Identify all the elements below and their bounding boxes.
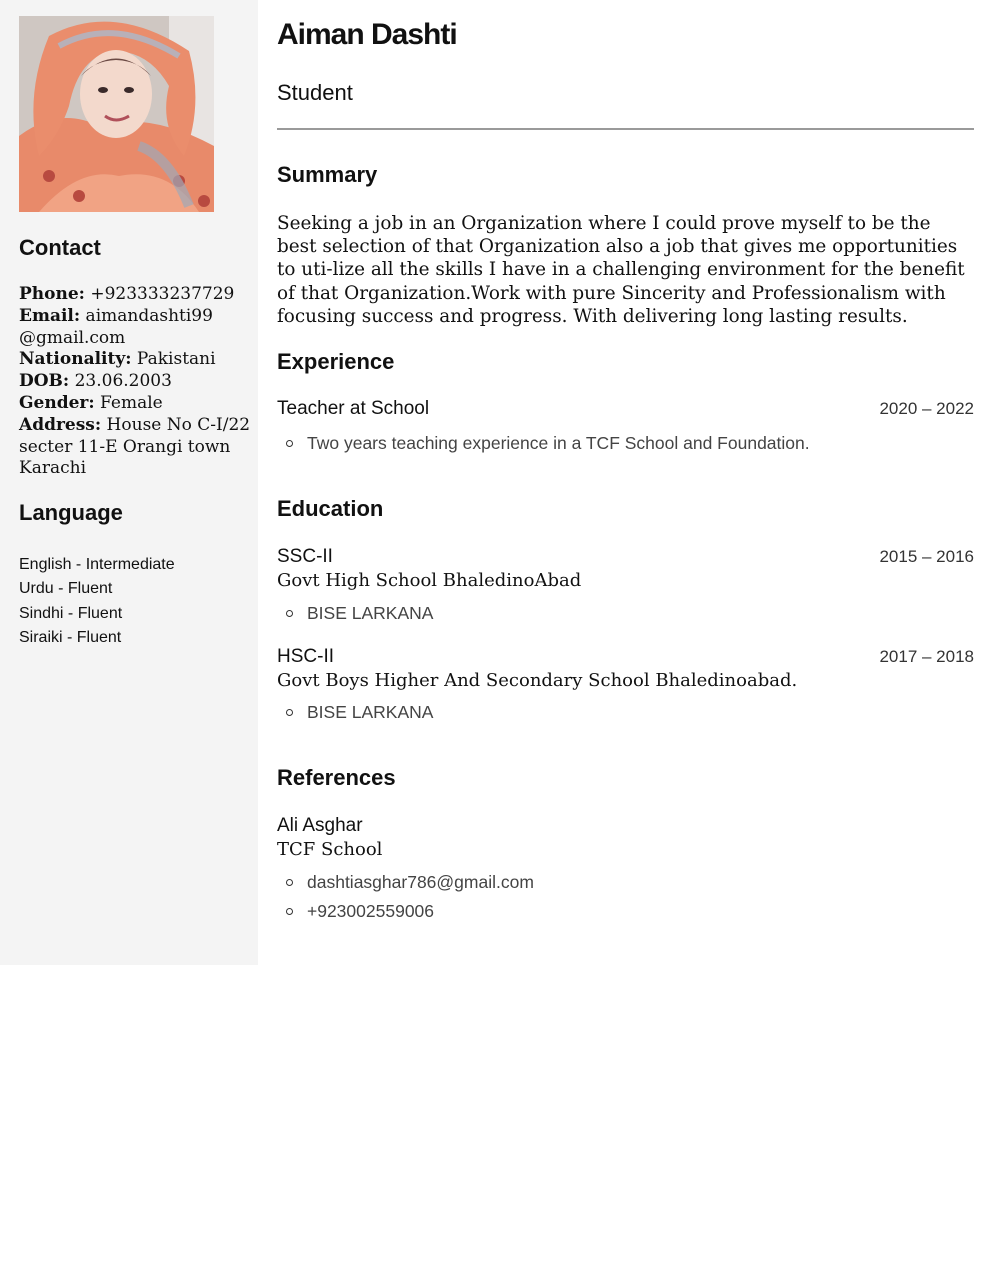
education-dates: 2017 – 2018 xyxy=(879,647,974,666)
contact-label: DOB: xyxy=(19,371,70,392)
contact-label: Phone: xyxy=(19,284,85,304)
contact-label: Nationality: xyxy=(19,349,132,370)
education-bullet: BISE LARKANA xyxy=(307,702,434,722)
contact-label: Address: xyxy=(19,414,102,435)
education-heading: Education xyxy=(277,496,384,521)
profile-photo xyxy=(19,16,214,212)
header-divider xyxy=(277,128,974,130)
language-item: Siraiki - Fluent xyxy=(19,628,122,646)
education-school: Govt Boys Higher And Secondary School Bhaledinoabad. xyxy=(277,670,798,691)
experience-heading: Experience xyxy=(277,349,395,374)
candidate-name: Aiman Dashti xyxy=(277,18,457,51)
language-list xyxy=(19,553,175,650)
education-school: Govt High School BhaledinoAbad xyxy=(277,570,582,591)
experience-bullet: Two years teaching experience in a TCF School and Foundation. xyxy=(307,433,810,453)
language-item: Sindhi - Fluent xyxy=(19,604,123,622)
contact-value: 23.06.2003 xyxy=(69,371,172,392)
contact-heading: Contact xyxy=(19,235,101,260)
contact-value: Pakistani xyxy=(131,349,216,370)
contact-list xyxy=(19,284,254,480)
contact-phone xyxy=(19,284,254,306)
experience-title: Teacher at School xyxy=(277,398,430,419)
contact-value: House No C-I/22 secter 11-E Orangi town Karachi xyxy=(19,414,251,479)
summary-text: Seeking a job in an Organization where I could prove myself to be the best selection of that Organization also a job that gives me opportunities to uti-lize all the skills I have in a challenging environment for the benefit of that Organization.Work with pure Sincerity and Professionalism with focusing success and progress. With delivering long lasting results. xyxy=(277,213,965,327)
education-dates: 2015 – 2016 xyxy=(879,547,974,566)
education-title: HSC-II xyxy=(277,646,334,667)
contact-label: Email: xyxy=(19,305,81,326)
summary-heading: Summary xyxy=(277,162,378,187)
contact-gender xyxy=(19,393,254,415)
contact-value: +923333237729 xyxy=(84,284,235,304)
contact-label: Gender: xyxy=(19,392,95,413)
reference-org: TCF School xyxy=(277,839,383,860)
education-title: SSC-II xyxy=(277,546,333,567)
language-item: Urdu - Fluent xyxy=(19,580,113,598)
reference-phone: +923002559006 xyxy=(307,901,435,921)
contact-email xyxy=(19,306,254,350)
sidebar xyxy=(0,0,258,965)
contact-nationality xyxy=(19,349,254,371)
candidate-role: Student xyxy=(277,80,353,105)
language-heading: Language xyxy=(19,500,123,525)
language-item: English - Intermediate xyxy=(19,556,175,573)
experience-dates: 2020 – 2022 xyxy=(879,399,974,418)
contact-address xyxy=(19,415,254,480)
reference-name: Ali Asghar xyxy=(277,815,363,836)
contact-dob xyxy=(19,371,254,393)
contact-value: Female xyxy=(94,392,163,413)
reference-email[interactable]: dashtiasghar786@gmail.com xyxy=(307,872,534,892)
education-bullet: BISE LARKANA xyxy=(307,603,434,623)
references-heading: References xyxy=(277,765,396,790)
contact-value[interactable]: aimandashti99 @gmail.com xyxy=(19,305,213,348)
